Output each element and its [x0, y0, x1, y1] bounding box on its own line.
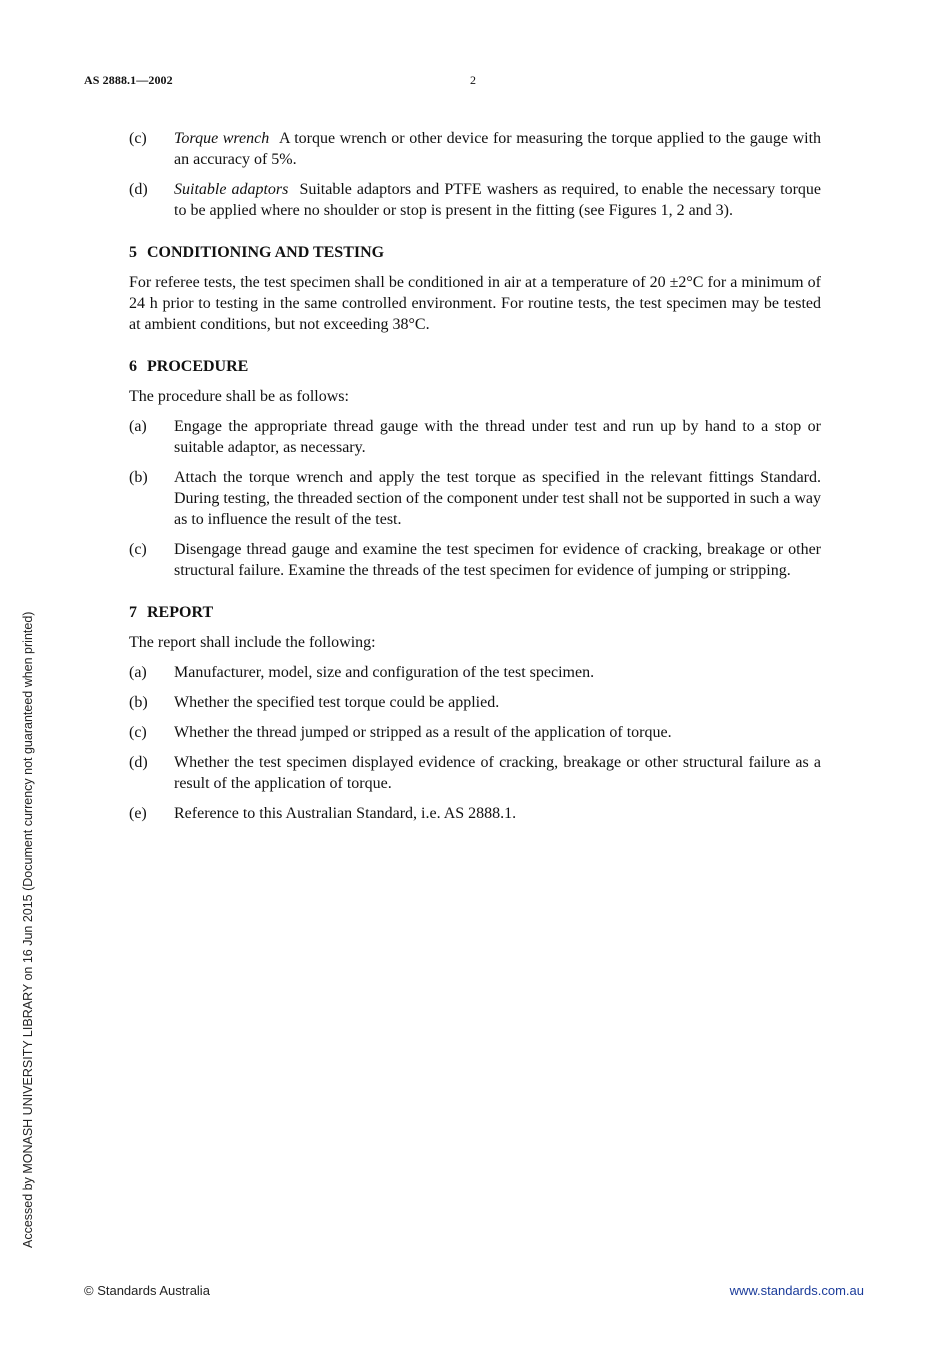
- list-item: [129, 539, 821, 581]
- page-number: 2: [470, 73, 476, 87]
- footer-website-link[interactable]: www.standards.com.au: [729, 1283, 864, 1298]
- section-paragraph: For referee tests, the test specimen shall be conditioned in air at a temperature of 20 ±2°C for a minimum of 24 h prior to testing in the same controlled environment. For routine tests, the test specimen may be tested at ambient conditions, but not exceeding 38°C.: [129, 274, 821, 333]
- item-description: Suitable adaptors and PTFE washers as required, to enable the necessary torque to be applied where no shoulder or stop is present in the fitting (see Figures 1, 2 and 3).: [174, 181, 822, 219]
- item-text: Whether the specified test torque could be applied.: [174, 694, 500, 711]
- item-text: Whether the test specimen displayed evidence of cracking, breakage or other structural failure as a result of the application of torque.: [174, 754, 821, 792]
- item-text: Whether the thread jumped or stripped as a result of the application of torque.: [174, 724, 672, 741]
- access-watermark: Accessed by MONASH UNIVERSITY LIBRARY on 16 Jun 2015 (Document currency not guaranteed when printed): [21, 611, 35, 1248]
- list-item: [129, 803, 821, 824]
- document-code: AS 2888.1—2002: [84, 73, 173, 87]
- section-number: 5: [129, 244, 137, 261]
- section-title: PROCEDURE: [147, 358, 249, 375]
- item-text: Disengage thread gauge and examine the test specimen for evidence of cracking, breakage or other structural failure. Examine the threads of the test specimen for evidence of jumping or stripping.: [174, 541, 821, 579]
- item-label: (a): [129, 418, 147, 435]
- section-heading-report: [129, 602, 821, 623]
- item-label: (c): [129, 724, 147, 741]
- list-item: [129, 179, 821, 221]
- document-body: [129, 128, 821, 833]
- section-number: 7: [129, 604, 137, 621]
- section-intro: The procedure shall be as follows:: [129, 388, 349, 405]
- item-term: Suitable adaptors: [174, 181, 289, 198]
- list-item: [129, 692, 821, 713]
- item-text: Reference to this Australian Standard, i.e. AS 2888.1.: [174, 805, 517, 822]
- item-text: Attach the torque wrench and apply the test torque as specified in the relevant fittings Standard. During testing, the threaded section of the component under test shall not be supported in such a way as to influence the result of the test.: [174, 469, 821, 528]
- section-title: REPORT: [147, 604, 214, 621]
- item-label: (c): [129, 130, 147, 147]
- item-text: [174, 128, 821, 170]
- list-item: [129, 722, 821, 743]
- item-label: (d): [129, 754, 148, 771]
- item-label: (c): [129, 541, 147, 558]
- item-label: (d): [129, 181, 148, 198]
- item-label: (a): [129, 664, 147, 681]
- item-label: (b): [129, 469, 148, 486]
- section-title: CONDITIONING AND TESTING: [147, 244, 385, 261]
- footer-copyright: © Standards Australia: [84, 1283, 210, 1298]
- list-item: [129, 752, 821, 794]
- item-text: Engage the appropriate thread gauge with the thread under test and run up by hand to a stop or suitable adaptor, as necessary.: [174, 418, 821, 456]
- section-intro: The report shall include the following:: [129, 634, 376, 651]
- item-text: Manufacturer, model, size and configuration of the test specimen.: [174, 664, 595, 681]
- item-label: (b): [129, 694, 148, 711]
- section-number: 6: [129, 358, 137, 375]
- list-item: [129, 416, 821, 458]
- item-term: Torque wrench: [174, 130, 270, 147]
- item-description: A torque wrench or other device for measuring the torque applied to the gauge with an accuracy of 5%.: [174, 130, 822, 168]
- section-heading-conditioning: [129, 242, 821, 263]
- item-text: [174, 179, 821, 221]
- section-heading-procedure: [129, 356, 821, 377]
- item-label: (e): [129, 805, 147, 822]
- list-item: [129, 662, 821, 683]
- list-item: [129, 128, 821, 170]
- list-item: [129, 467, 821, 530]
